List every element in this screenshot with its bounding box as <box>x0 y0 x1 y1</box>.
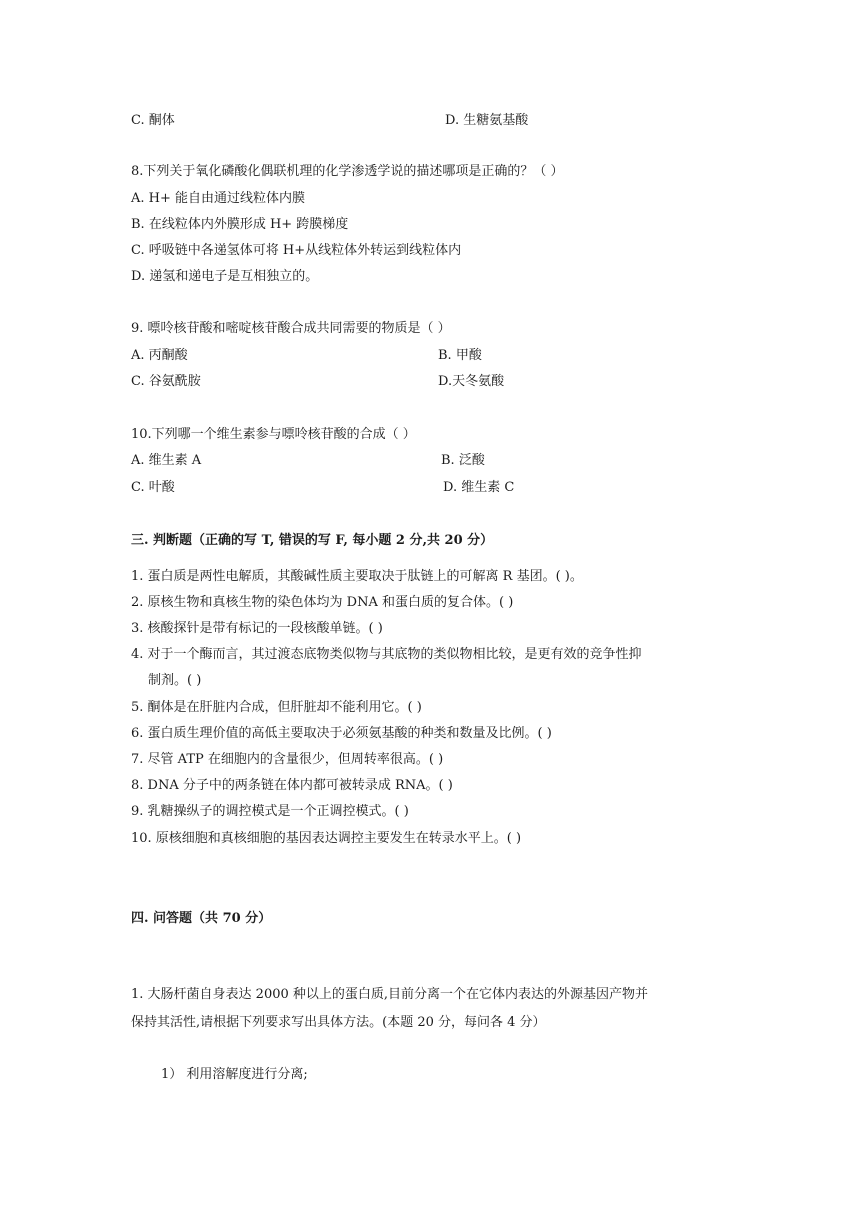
q10-option-b: B. 泛酸 <box>441 453 485 468</box>
tf-item-5: 5. 酮体是在肝脏内合成，但肝脏却不能利用它。( ) <box>131 700 422 715</box>
section3-heading: 三. 判断题（正确的写 T, 错误的写 F, 每小题 2 分,共 20 分） <box>131 533 494 548</box>
q10-option-d: D. 维生素 C <box>443 480 515 495</box>
q9-option-c: C. 谷氨酰胺 <box>131 374 201 389</box>
q9-option-d: D.天冬氨酸 <box>438 374 505 389</box>
essay-q1-line1: 1. 大肠杆菌自身表达 2000 种以上的蛋白质,目前分离一个在它体内表达的外源基因产物并 <box>131 987 649 1002</box>
essay-q1-sub1: 1） 利用溶解度进行分离; <box>161 1067 308 1082</box>
tf-item-8: 8. DNA 分子中的两条链在体内都可被转录成 RNA。( ) <box>131 778 453 793</box>
tf-item-9: 9. 乳糖操纵子的调控模式是一个正调控模式。( ) <box>131 804 409 819</box>
tf-item-2: 2. 原核生物和真核生物的染色体均为 DNA 和蛋白质的复合体。( ) <box>131 595 514 610</box>
tf-item-4-cont: 制剂。( ) <box>148 673 202 688</box>
tf-item-3: 3. 核酸探针是带有标记的一段核酸单链。( ) <box>131 621 383 636</box>
tf-item-10: 10. 原核细胞和真核细胞的基因表达调控主要发生在转录水平上。( ) <box>131 831 522 846</box>
q9-option-b: B. 甲酸 <box>438 348 482 363</box>
tf-item-1: 1. 蛋白质是两性电解质，其酸碱性质主要取决于肽链上的可解离 R 基团。( )。 <box>131 569 583 584</box>
q9-stem: 9. 嘌呤核苷酸和嘧啶核苷酸合成共同需要的物质是（ ） <box>131 321 451 336</box>
tf-item-4: 4. 对于一个酶而言，其过渡态底物类似物与其底物的类似物相比较，是更有效的竞争性抑 <box>131 647 642 662</box>
tf-item-7: 7. 尽管 ATP 在细胞内的含量很少，但周转率很高。( ) <box>131 752 444 767</box>
q10-option-a: A. 维生素 A <box>131 453 202 468</box>
q10-stem: 10.下列哪一个维生素参与嘌呤核苷酸的合成（ ） <box>131 427 416 442</box>
q7-option-c: C. 酮体 <box>131 113 175 128</box>
q8-option-a: A. H+ 能自由通过线粒体内膜 <box>131 191 306 206</box>
section4-heading: 四. 问答题（共 70 分） <box>131 911 272 926</box>
essay-q1-line2: 保持其活性,请根据下列要求写出具体方法。(本题 20 分，每问各 4 分） <box>131 1015 546 1030</box>
q9-option-a: A. 丙酮酸 <box>131 348 188 363</box>
q8-option-c: C. 呼吸链中各递氢体可将 H+从线粒体外转运到线粒体内 <box>131 243 462 258</box>
q10-option-c: C. 叶酸 <box>131 480 175 495</box>
tf-item-6: 6. 蛋白质生理价值的高低主要取决于必须氨基酸的种类和数量及比例。( ) <box>131 726 552 741</box>
q8-option-b: B. 在线粒体内外膜形成 H+ 跨膜梯度 <box>131 217 349 232</box>
q7-option-d: D. 生糖氨基酸 <box>445 113 529 128</box>
q8-stem: 8.下列关于氧化磷酸化偶联机理的化学渗透学说的描述哪项是正确的？（ ） <box>131 164 564 179</box>
q8-option-d: D. 递氢和递电子是互相独立的。 <box>131 269 319 284</box>
